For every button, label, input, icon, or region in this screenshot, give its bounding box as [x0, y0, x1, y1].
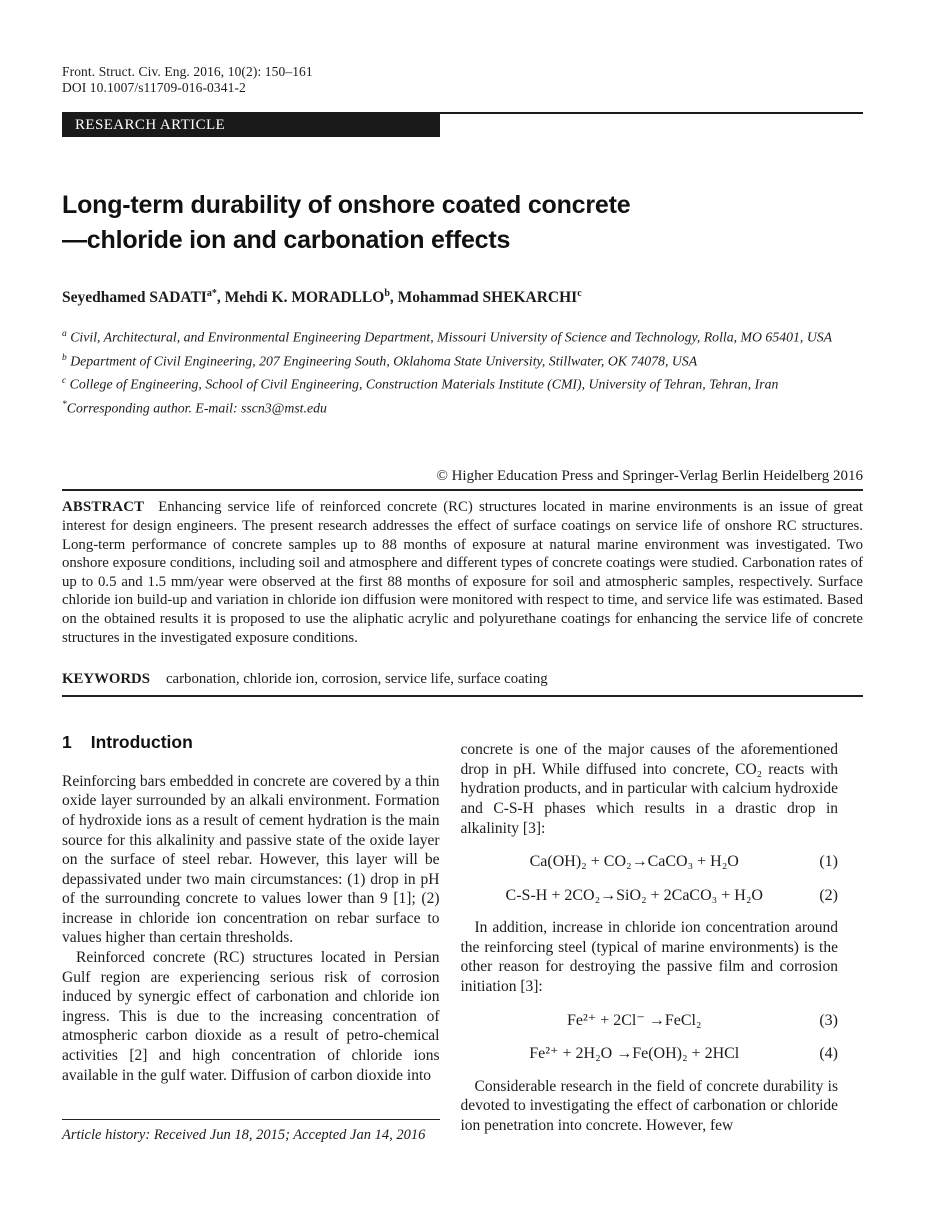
- paper-title: [62, 188, 863, 258]
- copyright-line: © Higher Education Press and Springer-Verlag Berlin Heidelberg 2016: [436, 468, 863, 485]
- author-list: [62, 289, 863, 307]
- equation-4: [461, 1044, 839, 1064]
- divider-below-keywords: [62, 695, 863, 697]
- intro-paragraph-1: Reinforcing bars embedded in concrete are covered by a thin oxide layer surrounded by an alkali environment. Formation of hydroxide ions as a result of cement hydration is the main source for this alkalinity and passive state of the oxide layer on the surface of steel rebar. However, this layer will be depassivated under two main circumstances: (1) drop in pH of the surrounding concrete to values lower than 9 [1]; (2) increase in chloride ion concentration on rebar surface to values higher than certain thresholds.: [62, 772, 440, 947]
- author-separator: ,: [216, 289, 225, 306]
- paper-title-line2: —chloride ion and carbonation effects: [62, 226, 511, 254]
- article-type-label: RESEARCH ARTICLE: [75, 117, 226, 133]
- intro-paragraph-5: Considerable research in the field of concrete durability is devoted to investigating the effect of carbonation or chloride ion penetration into concrete. However, few: [460, 1077, 838, 1135]
- equation-3: [461, 1011, 839, 1031]
- right-column: [461, 733, 839, 1145]
- keywords-text: carbonation, chloride ion, corrosion, service life, surface coating: [165, 671, 548, 688]
- affiliation-text: College of Engineering, School of Civil Engineering, Construction Materials Institute (CMI), University of Tehran, Tehran, Iran: [66, 376, 779, 392]
- author-name: Mehdi K. MORADLLO: [224, 289, 385, 306]
- author-name: Seyedhamed SADATI: [62, 289, 207, 306]
- affiliations-block: [62, 324, 863, 418]
- affiliation-text: Department of Civil Engineering, 207 Engineering South, Oklahoma State University, Stillwater, OK 74078, USA: [66, 353, 698, 369]
- equation-2: [461, 886, 839, 906]
- affiliation-c: [62, 371, 863, 395]
- affiliation-mark: a: [62, 329, 67, 339]
- affiliation-mark: *: [62, 399, 67, 410]
- section-title: Introduction: [90, 732, 193, 753]
- equation-body: C-S-H + 2CO₂→SiO₂ + 2CaCO₃ + H₂O: [505, 886, 763, 904]
- abstract-text: Enhancing service life of reinforced concrete (RC) structures located in marine environments is an issue of great interest for design engineers. The present research addresses the effect of surface coatings on service life of onshore RC structures. Long-term performance of concrete samples up to 88 months of exposure at natural marine environment was investigated. Two onshore exposure conditions, including soil and atmosphere and different types of concrete coatings were studied. Carbonation rates of up to 0.5 and 1.5 mm/year were observed at the first 88 months of exposure for soil and atmospheric samples, respectively. Surface chloride ion build-up and variation in chloride ion diffusion were monitored with respect to time, and service life was estimated. Based on the obtained results it is proposed to use the aliphatic acrylic and polyurethane coatings for enhancing the service life of concrete structures in the investigated exposure conditions.: [62, 499, 863, 646]
- keywords-line: [62, 671, 863, 688]
- author-affiliation-mark: c: [577, 287, 582, 299]
- author: [62, 289, 217, 306]
- article-history: Article history: Received Jun 18, 2015; Accepted Jan 14, 2016: [62, 1126, 426, 1143]
- keywords-label: KEYWORDS: [62, 671, 150, 688]
- two-column-body: [62, 733, 863, 1145]
- left-column: [62, 733, 440, 1145]
- author: [225, 289, 390, 306]
- intro-paragraph-4: In addition, increase in chloride ion concentration around the reinforcing steel (typical of marine environments) is the other reason for destroying the passive film and corrosion initiation [3]:: [460, 919, 838, 996]
- corresponding-author-note: [62, 395, 863, 419]
- intro-paragraph-2: Reinforced concrete (RC) structures located in Persian Gulf region are experiencing serious risk of corrosion induced by synergic effect of carbonation and chloride ion ingress. This is due to the increasing concentration of atmospheric carbon dioxide as a result of petro-chemical activities [2] and high concentration of chloride ions available in the gulf water. Diffusion of carbon dioxide into: [62, 949, 440, 1084]
- affiliation-text: Corresponding author. E-mail: sscn3@mst.edu: [66, 400, 327, 416]
- equation-number: (3): [819, 1011, 838, 1029]
- author-affiliation-mark: a*: [206, 287, 217, 299]
- affiliation-mark: b: [62, 352, 67, 363]
- article-type-banner: [62, 114, 440, 137]
- banner-row: [62, 112, 863, 137]
- equation-number: (2): [819, 886, 838, 904]
- section-heading-introduction: [62, 733, 440, 753]
- divider-top-abstract: [62, 489, 863, 491]
- equation-1: [461, 852, 839, 872]
- abstract-paragraph: [62, 498, 863, 647]
- equation-body: Ca(OH)₂ + CO₂→CaCO₃ + H₂O: [529, 853, 739, 871]
- equation-body: Fe²⁺ + 2H₂O →Fe(OH)₂ + 2HCl: [529, 1045, 740, 1063]
- affiliation-b: [62, 348, 863, 372]
- journal-citation: Front. Struct. Civ. Eng. 2016, 10(2): 150–161: [62, 64, 313, 79]
- author-name: Mohammad SHEKARCHI: [397, 289, 578, 306]
- section-number: 1: [62, 732, 72, 753]
- author-affiliation-mark: b: [384, 287, 390, 299]
- intro-paragraph-3: concrete is one of the major causes of the aforementioned drop in pH. While diffused into concrete, CO₂ reacts with hydration products, and in particular with calcium hydroxide and C-S-H phases which results in a drastic drop in alkalinity [3]:: [460, 741, 838, 837]
- author: [398, 289, 582, 306]
- equation-body: Fe²⁺ + 2Cl⁻ →FeCl₂: [566, 1011, 702, 1029]
- affiliation-a: [62, 324, 863, 348]
- paper-title-line1: Long-term durability of onshore coated concrete: [62, 191, 631, 219]
- doi-line: DOI 10.1007/s11709-016-0341-2: [62, 80, 246, 95]
- affiliation-text: Civil, Architectural, and Environmental Engineering Department, Missouri University of Science and Technology, Rolla, MO 65401, USA: [66, 329, 833, 345]
- footnote-block: [62, 1119, 440, 1146]
- abstract-label: ABSTRACT: [62, 499, 145, 516]
- affiliation-mark: c: [62, 376, 67, 387]
- equation-number: (1): [819, 853, 838, 871]
- author-separator: ,: [389, 289, 398, 306]
- journal-header: [62, 64, 863, 96]
- equation-number: (4): [819, 1045, 838, 1063]
